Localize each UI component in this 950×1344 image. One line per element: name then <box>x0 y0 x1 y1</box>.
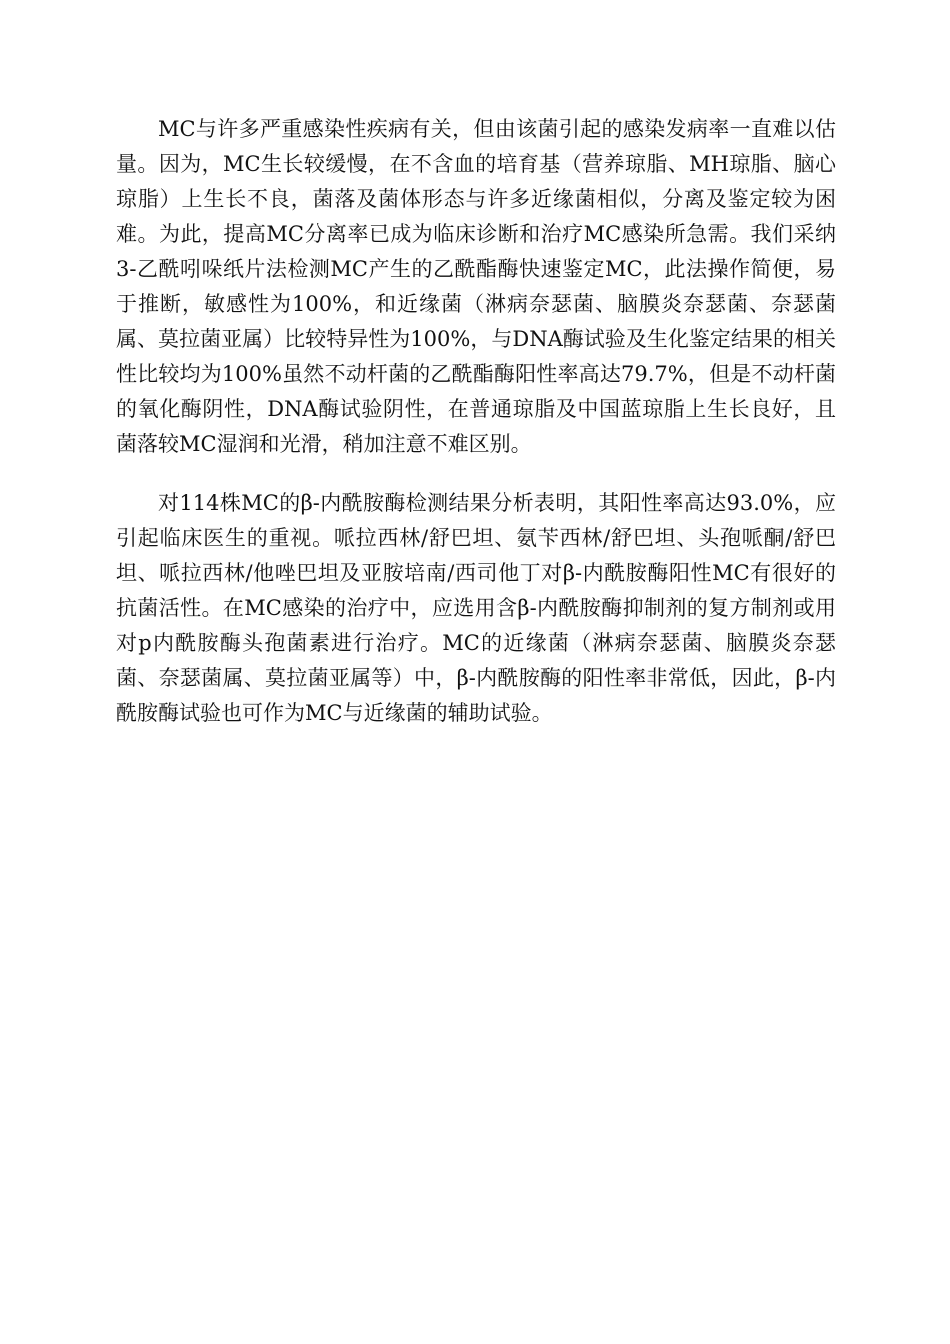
document-body <box>116 112 836 731</box>
paragraph-2: 对114株MC的β-内酰胺酶检测结果分析表明，其阳性率高达93.0%，应引起临床医生的重视。哌拉西林/舒巴坦、氨苄西林/舒巴坦、头孢哌酮/舒巴坦、哌拉西林/他唑巴坦及亚胺培南/西司他丁对β-内酰胺酶阳性MC有很好的抗菌活性。在MC感染的治疗中，应选用含β-内酰胺酶抑制剂的复方制剂或用对p内酰胺酶头孢菌素进行治疗。MC的近缘菌（淋病奈瑟菌、脑膜炎奈瑟菌、奈瑟菌属、莫拉菌亚属等）中，β-内酰胺酶的阳性率非常低，因此，β-内酰胺酶试验也可作为MC与近缘菌的辅助试验。 <box>116 491 836 725</box>
paragraph-1: MC与许多严重感染性疾病有关，但由该菌引起的感染发病率一直难以估量。因为，MC生长较缓慢，在不含血的培育基（营养琼脂、MH琼脂、脑心琼脂）上生长不良，菌落及菌体形态与许多近缘菌相似，分离及鉴定较为困难。为此，提高MC分离率已成为临床诊断和治疗MC感染所急需。我们采纳3-乙酰吲哚纸片法检测MC产生的乙酰酯酶快速鉴定MC，此法操作简便，易于推断，敏感性为100%，和近缘菌（淋病奈瑟菌、脑膜炎奈瑟菌、奈瑟菌属、莫拉菌亚属）比较特异性为100%，与DNA酶试验及生化鉴定结果的相关性比较均为100%虽然不动杆菌的乙酰酯酶阳性率高达79.7%，但是不动杆菌的氧化酶阴性，DNA酶试验阴性，在普通琼脂及中国蓝琼脂上生长良好，且菌落较MC湿润和光滑，稍加注意不难区别。 <box>116 117 836 456</box>
